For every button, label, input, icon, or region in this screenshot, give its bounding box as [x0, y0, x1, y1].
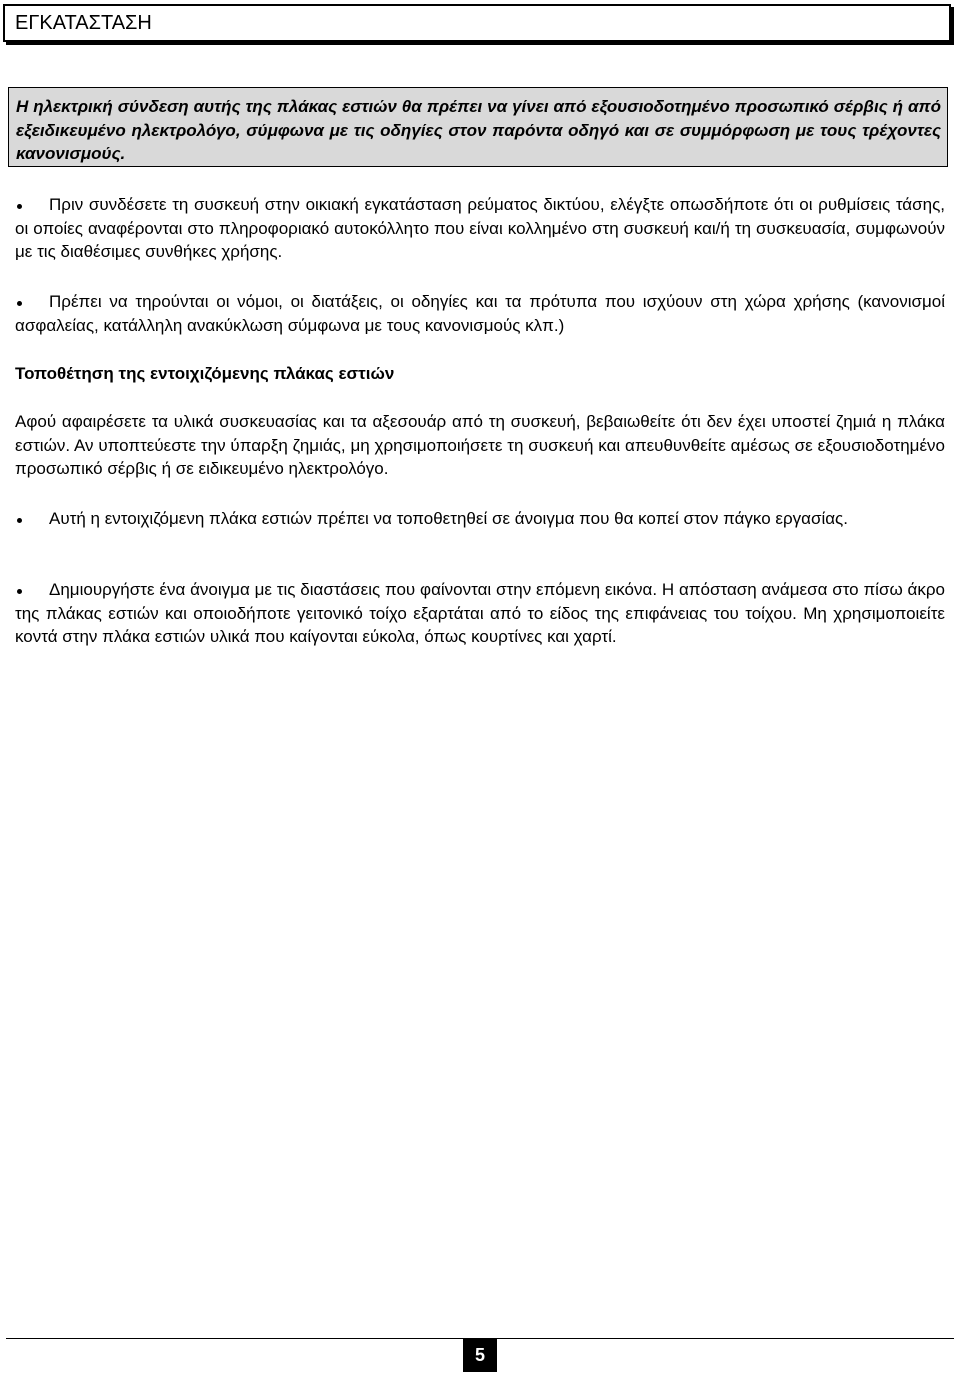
- warning-notice: Η ηλεκτρική σύνδεση αυτής της πλάκας εστιών θα πρέπει να γίνει από εξουσιοδοτημένο προσωπικό σέρβις ή από εξειδικευμένο ηλεκτρολόγο, σύμφωνα με τις οδηγίες στον παρόντα οδηγό και σε συμμόρφωση με τους τρέχοντες κανονισμούς.: [8, 87, 948, 167]
- bullet-icon: [17, 518, 22, 523]
- list-item-text: Δημιουργήστε ένα άνοιγμα με τις διαστάσεις που φαίνονται στην επόμενη εικόνα. Η απόσταση ανάμεσα στο πίσω άκρο της πλάκας εστιών και οποιοδήποτε γειτονικό τοίχο εξαρτάται από το είδος της επιφάνειας του τοίχου. Μη χρησιμοποιείτε κοντά στην πλάκα εστιών υλικά που καίγονται εύκολα, όπως κουρτίνες και χαρτί.: [15, 580, 945, 646]
- bullet-icon: [17, 204, 22, 209]
- list-item: [15, 193, 945, 264]
- page-number: 5: [463, 1339, 497, 1372]
- section-heading: Τοποθέτηση της εντοιχιζόμενης πλάκας εστιών: [15, 364, 395, 383]
- list-item-text: Πριν συνδέσετε τη συσκευή στην οικιακή εγκατάσταση ρεύματος δικτύου, ελέγξτε οπωσδήποτε ότι οι ρυθμίσεις τάσης, οι οποίες αναφέρονται στο πληροφοριακό αυτοκόλλητο που είναι κολλημένο στη συσκευή και/ή τη συσκευασία, συμφωνούν με τις διαθέσιμες συνθήκες χρήσης.: [15, 195, 945, 261]
- list-item: [15, 578, 945, 649]
- list-item-text: Αυτή η εντοιχιζόμενη πλάκα εστιών πρέπει να τοποθετηθεί σε άνοιγμα που θα κοπεί στον πάγκο εργασίας.: [49, 509, 848, 528]
- section-paragraph: Αφού αφαιρέσετε τα υλικά συσκευασίας και τα αξεσουάρ από τη συσκευή, βεβαιωθείτε ότι δεν έχει υποστεί ζημιά η πλάκα εστιών. Αν υποπτεύεστε την ύπαρξη ζημιάς, μη χρησιμοποιήσετε τη συσκευή και απευθυνθείτε αμέσως σε εξουσιοδοτημένο προσωπικό σέρβις ή σε ειδικευμένο ηλεκτρολόγο.: [15, 412, 945, 478]
- list-item-text: Πρέπει να τηρούνται οι νόμοι, οι διατάξεις, οι οδηγίες και τα πρότυπα που ισχύουν στη χώρα χρήσης (κανονισμοί ασφαλείας, κατάλληλη ανακύκλωση σύμφωνα με τους κανονισμούς κλπ.): [15, 292, 945, 335]
- list-item: [15, 290, 945, 337]
- list-item: [15, 507, 945, 531]
- bullet-icon: [17, 589, 22, 594]
- bullet-icon: [17, 301, 22, 306]
- page-title: ΕΓΚΑΤΑΣΤΑΣΗ: [3, 4, 951, 42]
